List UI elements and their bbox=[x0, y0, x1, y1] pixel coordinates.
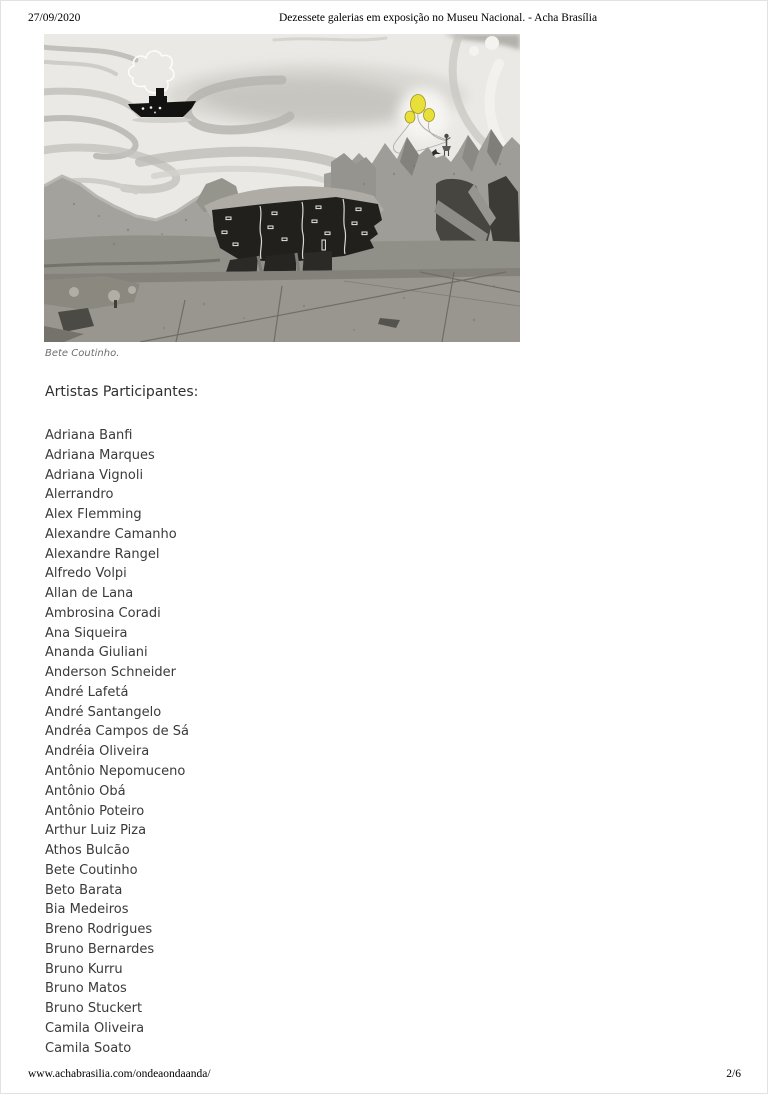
artist-name: Bruno Kurru bbox=[45, 961, 123, 977]
artist-name: Antônio Poteiro bbox=[45, 803, 145, 819]
artwork-illustration bbox=[44, 34, 520, 342]
image-caption: Bete Coutinho. bbox=[45, 348, 120, 359]
artist-name: Bruno Bernardes bbox=[45, 941, 155, 957]
artist-name: Ambrosina Coradi bbox=[45, 605, 161, 621]
artist-name: Breno Rodrigues bbox=[45, 922, 153, 938]
artist-name: Bia Medeiros bbox=[45, 902, 129, 918]
print-header-title: Dezessete galerias em exposição no Museu Nacional. - Acha Brasília bbox=[279, 12, 598, 24]
artist-name: Alex Flemming bbox=[45, 507, 142, 523]
artist-name: Athos Bulcão bbox=[45, 843, 130, 859]
section-heading: Artistas Participantes: bbox=[45, 384, 199, 400]
artist-name: Bruno Matos bbox=[45, 981, 127, 997]
artist-name: Bruno Stuckert bbox=[45, 1001, 143, 1017]
balloon-left bbox=[405, 111, 415, 123]
artist-name: Andréa Campos de Sá bbox=[45, 724, 189, 740]
artist-name: André Santangelo bbox=[45, 704, 162, 720]
artist-name: Beto Barata bbox=[45, 882, 123, 898]
artist-name: Andréia Oliveira bbox=[45, 744, 150, 760]
print-footer-page-number: 2/6 bbox=[726, 1068, 741, 1080]
article-artwork-image bbox=[44, 34, 520, 342]
print-header-date: 27/09/2020 bbox=[28, 12, 81, 24]
artist-name: Camila Oliveira bbox=[45, 1020, 145, 1036]
cracked-pavement bbox=[44, 268, 520, 342]
artist-name: Alerrandro bbox=[45, 487, 114, 503]
artist-name: Adriana Vignoli bbox=[45, 467, 144, 483]
balloon-right bbox=[424, 109, 435, 122]
artist-name: Antônio Obá bbox=[45, 783, 126, 799]
artist-name: Alfredo Volpi bbox=[45, 566, 127, 582]
balloon-large bbox=[411, 95, 426, 114]
artist-name: Ana Siqueira bbox=[45, 625, 128, 641]
artist-name: Camila Soato bbox=[45, 1040, 132, 1056]
artist-name: Bete Coutinho bbox=[45, 862, 138, 878]
artist-name: Adriana Marques bbox=[45, 447, 155, 463]
artist-name: Allan de Lana bbox=[45, 586, 134, 602]
artist-name: Antônio Nepomuceno bbox=[45, 764, 186, 780]
print-footer-url: www.achabrasilia.com/ondeaondaanda/ bbox=[28, 1068, 211, 1080]
artist-name: Arthur Luiz Piza bbox=[45, 823, 147, 839]
artist-name: Alexandre Rangel bbox=[45, 546, 160, 562]
artist-name: André Lafetá bbox=[45, 684, 129, 700]
artist-name: Alexandre Camanho bbox=[45, 526, 177, 542]
artist-name: Adriana Banfi bbox=[45, 428, 133, 443]
artist-list bbox=[45, 426, 189, 1059]
artist-name: Anderson Schneider bbox=[45, 665, 176, 681]
artist-name: Ananda Giuliani bbox=[45, 645, 148, 661]
